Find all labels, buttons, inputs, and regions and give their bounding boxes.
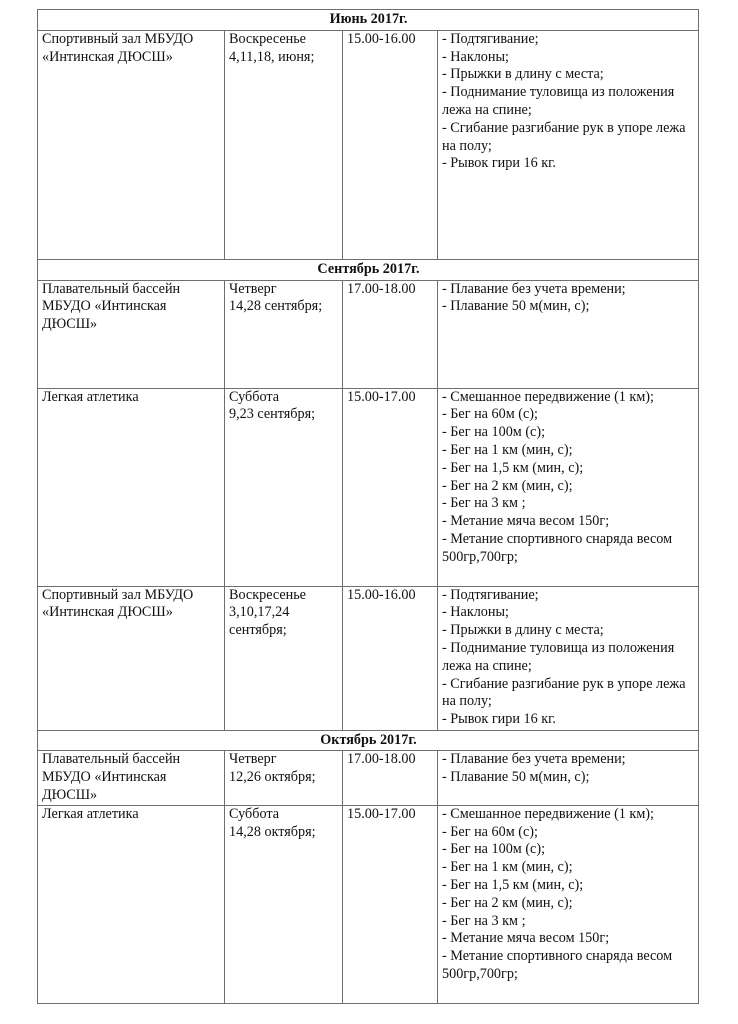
- tests-cell: - Смешанное передвижение (1 км); - Бег на 60м (с); - Бег на 100м (с); - Бег на 1 км (мин, с); - Бег на 1,5 км (мин, с); - Бег на 2 км (мин, с); - Бег на 3 км ; - Метание мяча весом 150г; - Метание спортивного снаряда весом 500гр,700гр;: [438, 388, 699, 586]
- time-cell: 15.00-17.00: [343, 388, 438, 586]
- tests-cell: - Подтягивание; - Наклоны; - Прыжки в длину с места; - Поднимание туловища из положения лежа на спине; - Сгибание разгибание рук в упоре лежа на полу; - Рывок гири 16 кг.: [438, 586, 699, 730]
- month-header-row: [38, 730, 699, 751]
- venue-cell: Плавательный бассейн МБУДО «Интинская ДЮСШ»: [38, 751, 225, 805]
- days-cell: Четверг 14,28 сентября;: [225, 280, 343, 388]
- tests-cell: - Смешанное передвижение (1 км); - Бег на 60м (с); - Бег на 100м (с); - Бег на 1 км (мин, с); - Бег на 1,5 км (мин, с); - Бег на 2 км (мин, с); - Бег на 3 км ; - Метание мяча весом 150г; - Метание спортивного снаряда весом 500гр,700гр;: [438, 805, 699, 1003]
- tests-cell: - Подтягивание; - Наклоны; - Прыжки в длину с места; - Поднимание туловища из положения лежа на спине; - Сгибание разгибание рук в упоре лежа на полу; - Рывок гири 16 кг.: [438, 30, 699, 259]
- venue-cell: Спортивный зал МБУДО «Интинская ДЮСШ»: [38, 586, 225, 730]
- time-cell: 15.00-17.00: [343, 805, 438, 1003]
- tests-cell: - Плавание без учета времени; - Плавание 50 м(мин, с);: [438, 751, 699, 805]
- tests-cell: - Плавание без учета времени; - Плавание 50 м(мин, с);: [438, 280, 699, 388]
- month-title: Сентябрь 2017г.: [38, 259, 699, 280]
- table-row: [38, 280, 699, 388]
- time-cell: 17.00-18.00: [343, 751, 438, 805]
- time-cell: 15.00-16.00: [343, 30, 438, 259]
- venue-cell: Легкая атлетика: [38, 388, 225, 586]
- days-cell: Воскресенье 4,11,18, июня;: [225, 30, 343, 259]
- month-header-row: [38, 10, 699, 31]
- days-cell: Четверг 12,26 октября;: [225, 751, 343, 805]
- venue-cell: Спортивный зал МБУДО «Интинская ДЮСШ»: [38, 30, 225, 259]
- month-title: Июнь 2017г.: [38, 10, 699, 31]
- venue-cell: Легкая атлетика: [38, 805, 225, 1003]
- table-row: [38, 388, 699, 586]
- table-row: [38, 805, 699, 1003]
- month-header-row: [38, 259, 699, 280]
- table-row: [38, 30, 699, 259]
- time-cell: 17.00-18.00: [343, 280, 438, 388]
- days-cell: Суббота 9,23 сентября;: [225, 388, 343, 586]
- month-title: Октябрь 2017г.: [38, 730, 699, 751]
- schedule-document: [37, 9, 698, 1004]
- venue-cell: Плавательный бассейн МБУДО «Интинская ДЮСШ»: [38, 280, 225, 388]
- schedule-table: [37, 9, 699, 1004]
- table-row: [38, 586, 699, 730]
- time-cell: 15.00-16.00: [343, 586, 438, 730]
- days-cell: Воскресенье 3,10,17,24 сентября;: [225, 586, 343, 730]
- table-row: [38, 751, 699, 805]
- days-cell: Суббота 14,28 октября;: [225, 805, 343, 1003]
